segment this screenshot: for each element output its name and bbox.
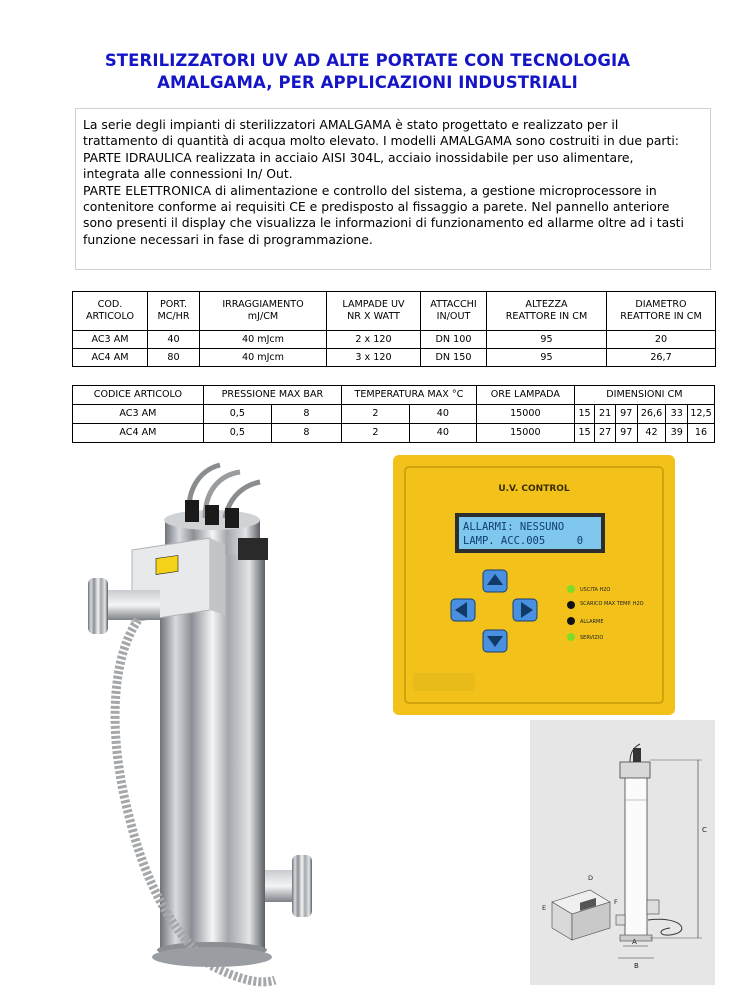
dimension-diagram (530, 720, 715, 985)
table-cell: 8 (271, 405, 341, 424)
dimension-label-c: C (702, 826, 707, 834)
table-cell: 0,5 (203, 405, 271, 424)
table-header: DIMENSIONI CM (574, 386, 714, 405)
right-arrow-button[interactable] (513, 599, 537, 621)
table-cell: 40 (409, 424, 476, 443)
table-header-row (73, 292, 716, 331)
table-row (73, 424, 715, 443)
table-cell: 0,5 (203, 424, 271, 443)
table-header: DIAMETRO REATTORE IN CM (607, 292, 716, 331)
table-header: ALTEZZA REATTORE IN CM (487, 292, 607, 331)
uv-control-panel (393, 455, 675, 715)
table-cell: 39 (666, 424, 688, 443)
table-cell: 27 (595, 424, 616, 443)
intro-line: PARTE ELETTRONICA di alimentazione e controllo del sistema, a gestione microprocessore in (83, 182, 657, 198)
table-cell: 42 (637, 424, 666, 443)
led-label: USCITA H2O (580, 587, 611, 593)
table-cell: 15000 (476, 405, 574, 424)
panel-title: U.V. CONTROL (498, 484, 570, 494)
table-cell: AC3 AM (73, 331, 148, 349)
table-cell: 80 (148, 349, 200, 367)
sterilizer-unit-photo (60, 460, 325, 990)
led-label: ALLARME (580, 619, 604, 625)
left-arrow-button[interactable] (451, 599, 475, 621)
specs-table (72, 291, 716, 367)
table-cell: 97 (615, 405, 637, 424)
led-indicator (567, 617, 575, 625)
table-cell: 3 x 120 (327, 349, 421, 367)
dimension-label-f: F (614, 898, 618, 906)
table-header: PRESSIONE MAX BAR (203, 386, 341, 405)
table-header: ORE LAMPADA (476, 386, 574, 405)
intro-line: trattamento di quantità di acqua molto elevato. I modelli AMALGAMA sono costruiti in due parti: (83, 133, 679, 149)
up-arrow-button[interactable] (483, 570, 507, 592)
table-header-row (73, 386, 715, 405)
table-header: PORT. MC/HR (148, 292, 200, 331)
title-line-2: AMALGAMA, PER APPLICAZIONI INDUSTRIALI (157, 73, 578, 92)
table-cell: 2 (341, 405, 409, 424)
table-cell: 26,6 (637, 405, 666, 424)
led-indicator (567, 585, 575, 593)
table-cell: AC4 AM (73, 349, 148, 367)
table-header: COD. ARTICOLO (73, 292, 148, 331)
table-cell: AC3 AM (73, 405, 204, 424)
dimension-label-d: D (588, 874, 594, 882)
table-cell: 2 (341, 424, 409, 443)
table-cell: 2 x 120 (327, 331, 421, 349)
table-cell: 40 (409, 405, 476, 424)
table-cell: 15 (574, 424, 595, 443)
table-cell: 40 mJcm (200, 331, 327, 349)
table-cell: 20 (607, 331, 716, 349)
intro-box (75, 108, 711, 270)
intro-line: contenitore conforme ai requisiti CE e predisposto al fissaggio a parete. Nel pannello anteriore (83, 199, 670, 215)
table-cell: 33 (666, 405, 688, 424)
display-line-2: LAMP. ACC.005 0 (463, 535, 584, 547)
table-row (73, 331, 716, 349)
table-cell: 15000 (476, 424, 574, 443)
led-label: SERVIZIO (580, 635, 604, 641)
table-cell: 26,7 (607, 349, 716, 367)
table-cell: 15 (574, 405, 595, 424)
led-label: SCARICO MAX TEMP. H2O (580, 601, 644, 607)
intro-line: funzione necessari in fase di programmazione. (83, 231, 373, 247)
table-header: CODICE ARTICOLO (73, 386, 204, 405)
intro-line: PARTE IDRAULICA realizzata in acciaio AISI 304L, acciaio inossidabile per uso alimentare, (83, 149, 634, 165)
table-cell: 40 (148, 331, 200, 349)
table-cell: 21 (595, 405, 616, 424)
led-indicator (567, 601, 575, 609)
dimension-label-b: B (634, 962, 639, 970)
operating-table (72, 385, 715, 443)
table-cell: 16 (688, 424, 715, 443)
intro-line: integrata alle connessioni In/ Out. (83, 166, 293, 182)
table-cell: AC4 AM (73, 424, 204, 443)
led-uscita (567, 585, 610, 593)
table-header: LAMPADE UV NR X WATT (327, 292, 421, 331)
title-line-1: STERILIZZATORI UV AD ALTE PORTATE CON TECNOLOGIA (104, 51, 631, 70)
dimension-label-e: E (542, 904, 547, 912)
display-line-1: ALLARMI: NESSUNO (463, 521, 565, 533)
table-header: TEMPERATURA MAX °C (341, 386, 476, 405)
intro-line: La serie degli impianti di sterilizzatori AMALGAMA è stato progettato e realizzato per il (83, 117, 619, 132)
led-allarme (567, 617, 603, 625)
dimension-label-a: A (632, 938, 637, 946)
table-row (73, 349, 716, 367)
led-indicator (567, 633, 575, 641)
table-row (73, 405, 715, 424)
led-servizio (567, 633, 603, 641)
table-header: IRRAGGIAMENTO mJ/CM (200, 292, 327, 331)
table-cell: 12,5 (688, 405, 715, 424)
table-cell: 97 (615, 424, 637, 443)
table-header: ATTACCHI IN/OUT (421, 292, 487, 331)
table-cell: DN 150 (421, 349, 487, 367)
page-title (0, 50, 735, 94)
table-cell: 95 (487, 349, 607, 367)
down-arrow-button[interactable] (483, 630, 507, 652)
table-cell: DN 100 (421, 331, 487, 349)
table-cell: 40 mJcm (200, 349, 327, 367)
table-cell: 8 (271, 424, 341, 443)
table-cell: 95 (487, 331, 607, 349)
intro-line: sono presenti il display che visualizza le informazioni di funzionamento ed allarme oltre ad i tasti (83, 215, 684, 231)
